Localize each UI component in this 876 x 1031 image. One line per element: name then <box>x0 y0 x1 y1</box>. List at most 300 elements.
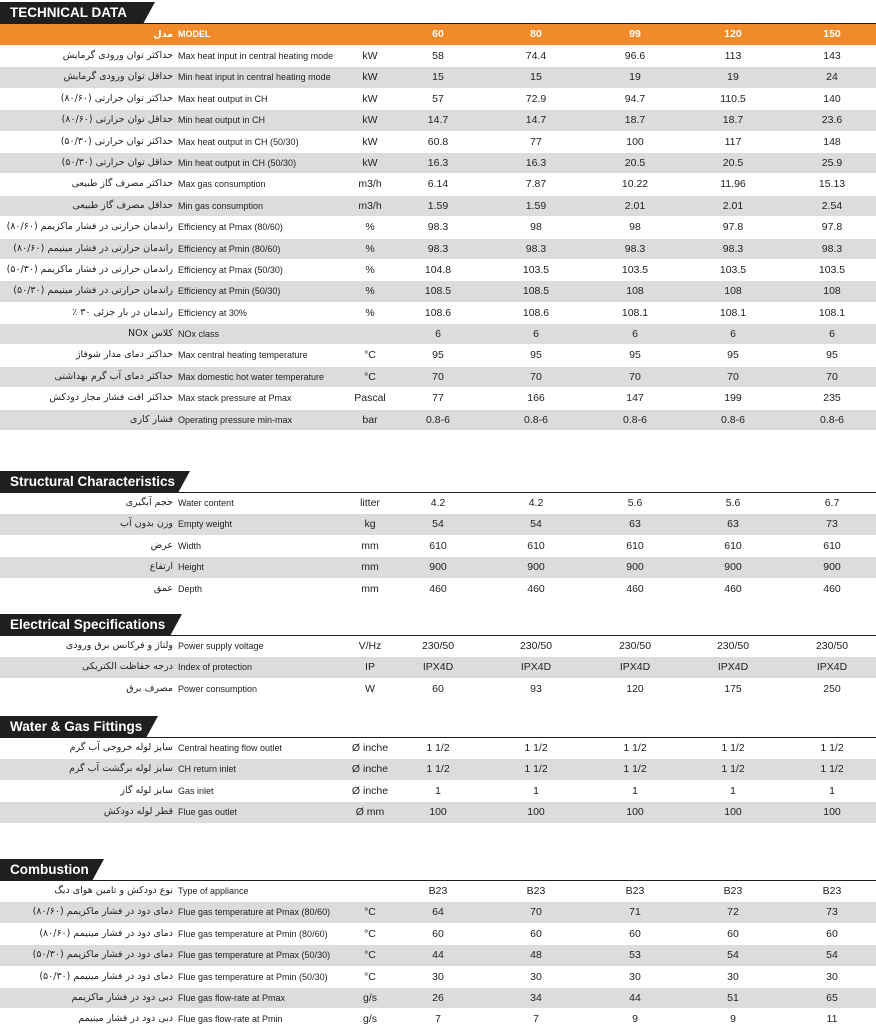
label-en: Empty weight <box>178 519 233 530</box>
value-cell: 54 <box>727 949 739 962</box>
table-row <box>0 802 876 823</box>
unit: % <box>365 263 375 276</box>
value-cell: 95 <box>727 349 739 362</box>
label-en: Max stack pressure at Pmax <box>178 393 292 404</box>
value-cell: 1 1/2 <box>721 742 745 754</box>
value-cell: 2.01 <box>624 199 646 212</box>
value-cell: 60 <box>530 927 542 940</box>
label-fa: مصرف برق <box>126 682 173 694</box>
unit: % <box>365 242 375 255</box>
table-row <box>0 132 876 153</box>
value-cell: 14.7 <box>525 114 547 127</box>
unit: % <box>365 306 375 319</box>
section-header <box>0 2 876 24</box>
label-fa: دمای دود در فشار ماکزیمم (۸۰/۶۰) <box>32 906 173 918</box>
value-cell: 108.6 <box>424 306 452 319</box>
table-row <box>0 153 876 174</box>
value-cell: 16.3 <box>525 156 547 169</box>
value-cell: 4.2 <box>430 497 446 509</box>
label-fa: عمق <box>153 582 173 594</box>
label-en: Max domestic hot water temperature <box>178 371 325 382</box>
value-cell: 20.5 <box>722 156 744 169</box>
label-en: Flue gas flow-rate at Pmin <box>178 1014 283 1025</box>
label-fa: کلاس NOx <box>127 328 173 340</box>
value-cell: 63 <box>629 518 641 531</box>
unit: Ø mm <box>355 806 385 819</box>
value-cell: B23 <box>822 885 842 897</box>
header-label-en: MODEL <box>178 29 211 39</box>
value-cell: 6 <box>533 328 539 341</box>
label-en: Max heat output in CH (50/30) <box>178 136 299 147</box>
value-cell: 1 1/2 <box>524 763 548 776</box>
label-fa: حداکثر توان حرارتی (۵۰/۳۰) <box>60 135 173 147</box>
value-cell: 110.5 <box>720 92 746 105</box>
table-row <box>0 657 876 678</box>
value-cell: 1 1/2 <box>623 742 647 754</box>
section-title: TECHNICAL DATA <box>0 2 143 24</box>
label-fa: حجم آبگیری <box>125 497 173 508</box>
spec-section <box>0 716 876 824</box>
table-row <box>0 281 876 302</box>
value-cell: 1 <box>435 784 441 797</box>
label-en: NOx class <box>178 329 220 340</box>
value-cell: 1 1/2 <box>524 742 548 754</box>
table-row <box>0 988 876 1009</box>
value-cell: 100 <box>724 806 742 819</box>
value-cell: 460 <box>823 582 841 595</box>
unit: V/Hz <box>358 640 382 652</box>
value-cell: 73 <box>826 518 838 531</box>
table-row <box>0 174 876 195</box>
value-cell: 1 <box>632 784 638 797</box>
unit: kW <box>362 71 378 84</box>
value-cell: 44 <box>432 949 444 962</box>
value-cell: 54 <box>826 949 838 962</box>
label-en: Flue gas temperature at Pmax (80/60) <box>178 907 331 918</box>
value-cell: 117 <box>724 135 742 148</box>
value-cell: 0.8-6 <box>426 413 450 426</box>
label-en: Depth <box>178 583 203 594</box>
label-en: Operating pressure min-max <box>178 414 293 425</box>
value-cell: 54 <box>530 518 542 531</box>
value-cell: 1 1/2 <box>820 763 844 776</box>
value-cell: 70 <box>727 370 739 383</box>
value-cell: 72 <box>727 906 739 919</box>
unit: g/s <box>362 991 377 1004</box>
section-title: Combustion <box>0 859 92 881</box>
value-cell: 30 <box>727 970 739 983</box>
value-cell: 0.8-6 <box>721 413 745 426</box>
model-99: 99 <box>629 28 641 40</box>
value-cell: 15 <box>432 71 444 84</box>
value-cell: 77 <box>530 135 542 148</box>
value-cell: 0.8-6 <box>524 413 548 426</box>
value-cell: 103.5 <box>818 263 846 276</box>
label-fa: حداقل مصرف گاز طبیعی <box>72 199 173 211</box>
table-row <box>0 89 876 110</box>
value-cell: 103.5 <box>522 263 550 276</box>
header-label-fa: مدل <box>153 29 173 40</box>
table-row <box>0 110 876 131</box>
value-cell: 7 <box>533 1013 539 1026</box>
value-cell: 100 <box>626 135 644 148</box>
label-fa: دمای دود در فشار ماکزیمم (۵۰/۳۰) <box>32 949 173 961</box>
label-en: Power supply voltage <box>178 641 264 651</box>
value-cell: 100 <box>527 806 545 819</box>
table-row <box>0 324 876 345</box>
value-cell: 6 <box>730 328 736 341</box>
unit: kW <box>362 156 378 169</box>
value-cell: 900 <box>429 561 447 574</box>
table-row <box>0 738 876 759</box>
value-cell: IPX4D <box>717 661 749 674</box>
value-cell: B23 <box>625 885 645 897</box>
unit: Ø inche <box>351 784 389 797</box>
value-cell: 6 <box>829 328 835 341</box>
table-row <box>0 345 876 366</box>
value-cell: 460 <box>626 582 644 595</box>
label-fa: حداکثر افت فشار مجاز دودکش <box>49 392 173 404</box>
table-row <box>0 924 876 945</box>
section-header <box>0 471 876 493</box>
unit: kg <box>364 518 376 531</box>
label-en: Efficiency at Pmax (80/60) <box>178 222 283 233</box>
label-fa: حداقل توان حرارتی (۸۰/۶۰) <box>61 114 173 126</box>
label-en: Flue gas temperature at Pmin (80/60) <box>178 928 328 939</box>
value-cell: 143 <box>823 50 841 62</box>
value-cell: 230/50 <box>618 640 652 652</box>
value-cell: 103.5 <box>719 263 747 276</box>
value-cell: 9 <box>632 1013 638 1026</box>
value-cell: 98 <box>530 221 542 234</box>
unit: °C <box>364 370 376 383</box>
value-cell: 60.8 <box>427 135 449 148</box>
label-en: Max gas consumption <box>178 179 266 190</box>
unit: Pascal <box>354 392 386 405</box>
value-cell: 95 <box>826 349 838 362</box>
value-cell: 9 <box>730 1013 736 1026</box>
value-cell: 900 <box>724 561 742 574</box>
table-row <box>0 902 876 923</box>
value-cell: 6 <box>435 328 441 341</box>
value-cell: 166 <box>527 392 545 405</box>
label-en: Flue gas flow-rate at Pmax <box>178 992 286 1003</box>
value-cell: 610 <box>724 539 742 552</box>
section-header <box>0 716 876 738</box>
label-en: CH return inlet <box>178 764 237 775</box>
value-cell: 15.13 <box>818 178 846 191</box>
value-cell: 60 <box>727 927 739 940</box>
label-fa: حداکثر توان حرارتی (۸۰/۶۰) <box>60 92 173 104</box>
value-cell: 70 <box>530 370 542 383</box>
value-cell: 113 <box>724 50 742 62</box>
value-cell: 15 <box>530 71 542 84</box>
value-cell: 104.8 <box>424 263 452 276</box>
label-fa: راندمان حرارتی در فشار مینیمم (۸۰/۶۰) <box>13 242 173 254</box>
unit: Ø inche <box>351 763 389 776</box>
value-cell: 108.5 <box>424 285 452 298</box>
section-title: Structural Characteristics <box>0 471 178 493</box>
value-cell: 98.3 <box>427 221 449 234</box>
value-cell: 103.5 <box>621 263 649 276</box>
table-row <box>0 388 876 409</box>
label-fa: سایز لوله خروجی آب گرم <box>69 742 173 753</box>
label-en: Type of appliance <box>178 886 249 896</box>
label-en: Min heat output in CH (50/30) <box>178 157 297 168</box>
value-cell: IPX4D <box>422 661 454 674</box>
value-cell: 77 <box>432 392 444 405</box>
value-cell: 108 <box>823 285 841 298</box>
unit: °C <box>364 927 376 940</box>
value-cell: 98.3 <box>525 242 547 255</box>
value-cell: 72.9 <box>525 92 547 105</box>
value-cell: 900 <box>626 561 644 574</box>
value-cell: 108 <box>724 285 742 298</box>
label-en: Max central heating temperature <box>178 350 308 361</box>
label-en: Min heat output in CH <box>178 115 266 126</box>
value-cell: 1.59 <box>427 199 449 212</box>
label-fa: دبی دود در فشار ماکزیمم <box>71 991 173 1003</box>
label-fa: راندمان حرارتی در فشار ماکزیمم (۸۰/۶۰) <box>6 221 173 233</box>
label-en: Flue gas temperature at Pmax (50/30) <box>178 950 331 961</box>
unit: mm <box>361 582 379 595</box>
value-cell: 65 <box>826 991 838 1004</box>
value-cell: 70 <box>629 370 641 383</box>
spec-section <box>0 614 876 700</box>
table-row <box>0 636 876 657</box>
value-cell: 70 <box>826 370 838 383</box>
value-cell: 108 <box>626 285 644 298</box>
label-fa: حداقل توان ورودی گرمایش <box>63 71 173 83</box>
label-fa: نوع دودکش و تامین هوای دیگ <box>54 885 173 896</box>
value-cell: IPX4D <box>619 661 651 674</box>
value-cell: 11.96 <box>720 178 746 191</box>
label-fa: وزن بدون آب <box>120 518 173 530</box>
value-cell: 94.7 <box>624 92 646 105</box>
value-cell: 230/50 <box>716 640 750 652</box>
table-row <box>0 557 876 578</box>
value-cell: 1 <box>533 784 539 797</box>
value-cell: 30 <box>629 970 641 983</box>
value-cell: 250 <box>823 682 841 695</box>
value-cell: 7.87 <box>525 178 547 191</box>
unit: % <box>365 285 375 298</box>
unit: °C <box>364 949 376 962</box>
value-cell: 10.22 <box>621 178 649 191</box>
label-fa: ولتاژ و فرکانس برق ورودی <box>65 640 173 651</box>
unit: W <box>365 682 375 695</box>
value-cell: 4.2 <box>528 497 544 509</box>
value-cell: 18.7 <box>722 114 744 127</box>
value-cell: 58 <box>432 50 444 62</box>
table-row <box>0 196 876 217</box>
value-cell: 30 <box>826 970 838 983</box>
value-cell: 98.3 <box>722 242 744 255</box>
label-en: Min gas consumption <box>178 200 264 211</box>
value-cell: B23 <box>723 885 743 897</box>
table-row <box>0 260 876 281</box>
value-cell: 100 <box>626 806 644 819</box>
value-cell: 610 <box>626 539 644 552</box>
value-cell: 93 <box>530 682 542 695</box>
label-en: Flue gas temperature at Pmin (50/30) <box>178 971 328 982</box>
value-cell: 108.1 <box>818 306 846 319</box>
value-cell: 14.7 <box>427 114 449 127</box>
value-cell: 148 <box>823 135 841 148</box>
value-cell: 100 <box>823 806 841 819</box>
value-cell: 95 <box>629 349 641 362</box>
label-fa: فشار کاری <box>130 413 173 425</box>
table-row <box>0 536 876 557</box>
label-fa: دمای دود در فشار مینیمم (۵۰/۳۰) <box>39 970 173 982</box>
label-en: Efficiency at Pmax (50/30) <box>178 264 283 275</box>
unit: °C <box>364 970 376 983</box>
section-header <box>0 614 876 636</box>
value-cell: 34 <box>530 991 542 1004</box>
value-cell: 100 <box>429 806 447 819</box>
value-cell: 610 <box>527 539 545 552</box>
spec-section <box>0 859 876 1031</box>
value-cell: 60 <box>432 927 444 940</box>
value-cell: 230/50 <box>421 640 455 652</box>
value-cell: 120 <box>626 682 644 695</box>
value-cell: 71 <box>629 906 641 919</box>
value-cell: 51 <box>727 991 739 1004</box>
value-cell: 63 <box>727 518 739 531</box>
table-row <box>0 67 876 88</box>
table-row <box>0 303 876 324</box>
value-cell: 48 <box>530 949 542 962</box>
unit: litter <box>360 497 380 509</box>
value-cell: 25.9 <box>821 156 843 169</box>
table-row <box>0 46 876 67</box>
value-cell: 108.1 <box>719 306 747 319</box>
table-row <box>0 217 876 238</box>
table-row <box>0 945 876 966</box>
model-header-row <box>0 24 876 46</box>
value-cell: 0.8-6 <box>623 413 647 426</box>
unit: °C <box>364 349 376 362</box>
value-cell: 2.01 <box>722 199 744 212</box>
value-cell: 23.6 <box>821 114 843 127</box>
value-cell: 900 <box>527 561 545 574</box>
value-cell: 60 <box>432 682 444 695</box>
label-fa: حداکثر دمای آب گرم بهداشتی <box>54 370 173 382</box>
value-cell: 1 1/2 <box>623 763 647 776</box>
section-title: Electrical Specifications <box>0 614 170 636</box>
value-cell: 96.6 <box>624 50 646 62</box>
model-60: 60 <box>432 28 444 40</box>
label-en: Efficiency at Pmin (50/30) <box>178 286 281 297</box>
value-cell: 24 <box>826 71 838 84</box>
label-en: Max heat output in CH <box>178 93 268 104</box>
value-cell: 97.8 <box>722 221 744 234</box>
value-cell: 1.59 <box>525 199 547 212</box>
label-fa: راندمان حرارتی در فشار ماکزیمم (۵۰/۳۰) <box>6 263 173 275</box>
unit: Ø inche <box>351 742 389 754</box>
label-fa: قطر لوله دودکش <box>103 806 173 818</box>
unit: kW <box>362 114 378 127</box>
label-en: Power consumption <box>178 683 258 694</box>
label-en: Min heat input in central heating mode <box>178 72 331 83</box>
value-cell: 5.6 <box>725 497 741 509</box>
label-fa: ارتفاع <box>149 561 173 573</box>
value-cell: B23 <box>428 885 448 897</box>
value-cell: 98.3 <box>624 242 646 255</box>
label-fa: دبی دود در فشار مینیمم <box>78 1013 173 1025</box>
label-en: Water content <box>178 498 234 508</box>
value-cell: 6.14 <box>427 178 449 191</box>
label-en: Height <box>178 562 205 573</box>
label-fa: راندمان حرارتی در فشار مینیمم (۵۰/۳۰) <box>13 285 173 297</box>
value-cell: 64 <box>432 906 444 919</box>
value-cell: 610 <box>429 539 447 552</box>
value-cell: 1 1/2 <box>721 763 745 776</box>
label-en: Efficiency at Pmin (80/60) <box>178 243 281 254</box>
table-row <box>0 967 876 988</box>
table-row <box>0 679 876 700</box>
value-cell: 175 <box>724 682 742 695</box>
value-cell: 18.7 <box>624 114 646 127</box>
value-cell: 98 <box>629 221 641 234</box>
value-cell: 74.4 <box>525 50 547 62</box>
value-cell: 54 <box>432 518 444 531</box>
label-fa: سایز لوله برگشت آب گرم <box>68 763 173 775</box>
value-cell: 2.54 <box>821 199 843 212</box>
value-cell: 30 <box>432 970 444 983</box>
unit: % <box>365 221 375 234</box>
section-header <box>0 859 876 881</box>
unit: IP <box>365 661 375 674</box>
unit: bar <box>362 413 378 426</box>
value-cell: 44 <box>629 991 641 1004</box>
label-fa: راندمان در بار جزئی ۳۰ ٪ <box>72 306 173 318</box>
value-cell: B23 <box>526 885 546 897</box>
value-cell: 230/50 <box>815 640 849 652</box>
table-row <box>0 514 876 535</box>
value-cell: 57 <box>432 92 444 105</box>
value-cell: 97.8 <box>821 221 843 234</box>
label-en: Index of protection <box>178 662 253 673</box>
table-row <box>0 781 876 802</box>
label-en: Gas inlet <box>178 785 214 796</box>
value-cell: 53 <box>629 949 641 962</box>
unit: kW <box>362 50 378 62</box>
value-cell: 5.6 <box>627 497 643 509</box>
value-cell: 60 <box>826 927 838 940</box>
value-cell: 11 <box>826 1013 838 1026</box>
label-fa: حداکثر دمای مدار شوفاژ <box>75 349 173 361</box>
label-fa: حداکثر مصرف گاز طبیعی <box>71 178 173 190</box>
unit: m3/h <box>358 199 382 212</box>
label-fa: حداکثر توان ورودی گرمایش <box>62 50 173 61</box>
value-cell: 140 <box>823 92 841 105</box>
table-row <box>0 367 876 388</box>
unit: g/s <box>362 1013 377 1026</box>
value-cell: 235 <box>823 392 841 405</box>
label-fa: عرض <box>150 539 173 551</box>
unit: mm <box>361 539 379 552</box>
label-fa: حداقل توان حرارتی (۵۰/۳۰) <box>61 156 173 168</box>
value-cell: 108.6 <box>522 306 550 319</box>
value-cell: 1 1/2 <box>820 742 844 754</box>
label-en: Efficiency at 30% <box>178 307 247 318</box>
value-cell: IPX4D <box>520 661 552 674</box>
value-cell: 460 <box>724 582 742 595</box>
table-row <box>0 579 876 600</box>
value-cell: 19 <box>727 71 739 84</box>
value-cell: 6.7 <box>824 497 840 509</box>
